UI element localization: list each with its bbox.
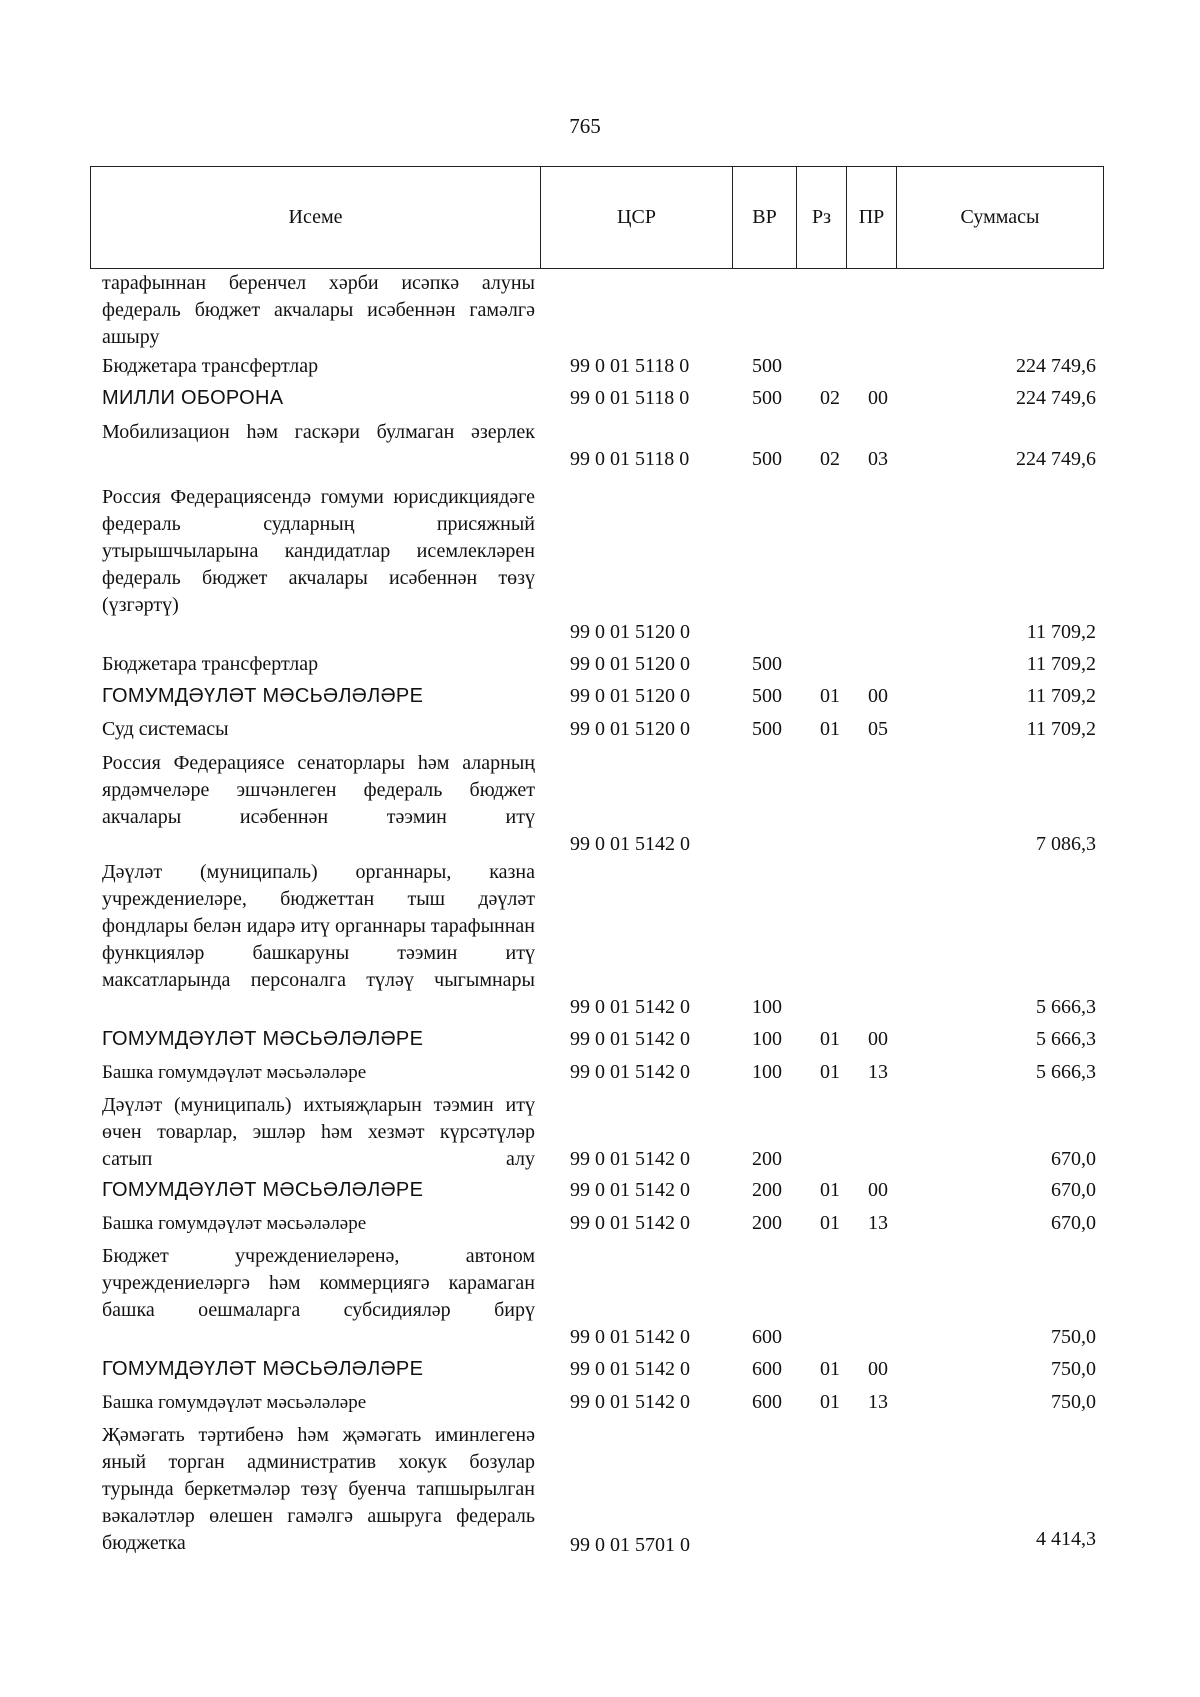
row-name: Дәүләт (муниципаль) ихтыяҗларын тәэмин итү өчен товарлар, эшләр һәм хезмәт күрсәтүләр сатып алу <box>102 1094 535 1170</box>
row-name: тарафыннан беренчел хәрби исәпкә алуны федераль бюджет акчалары исәбеннән гамәлгә ашыру <box>102 272 535 348</box>
row-vr: 500 <box>752 448 782 470</box>
row-sum: 750,0 <box>1051 1326 1096 1348</box>
row-name: ГОМУМДӘҮЛӘТ МӘСЬӘЛӘЛӘРЕ <box>102 1179 424 1201</box>
row-pr: 00 <box>868 1028 888 1050</box>
header-pr: ПР <box>847 167 897 269</box>
row-sum: 224 749,6 <box>1016 387 1096 409</box>
row-name: Башка гомумдәүләт мәсьәләләре <box>102 1062 367 1083</box>
row-sum: 224 749,6 <box>1016 355 1096 377</box>
row-sum: 11 709,2 <box>1026 653 1096 675</box>
row-csr: 99 0 01 5142 0 <box>570 1028 690 1050</box>
row-name: Россия Федерациясе сенаторлары һәм аларның ярдәмчеләре эшчәнлеген федераль бюджет акчалары исәбеннән тәэмин итү <box>102 752 535 828</box>
row-pr: 05 <box>868 718 888 740</box>
row-name: Җәмәгать тәртибенә һәм җәмәгать иминлегенә яный торган административ хокук бозулар турында беркетмәләр төзү буенча тапшырылган вәкаләтләр өлешен гамәлгә ашыруга федераль бюджетка <box>102 1424 535 1554</box>
row-vr: 500 <box>752 718 782 740</box>
row-rz: 01 <box>820 718 840 740</box>
row-csr: 99 0 01 5142 0 <box>570 833 690 855</box>
row-csr: 99 0 01 5142 0 <box>570 1179 690 1201</box>
row-name: Россия Федерациясендә гомуми юрисдикциядәге федераль судларның присяжный утырышчыларына кандидатлар исемлекләрен федераль бюджет акчалары исәбеннән төзү (үзгәртү) <box>102 486 535 616</box>
row-vr: 600 <box>752 1326 782 1348</box>
row-sum: 750,0 <box>1051 1358 1096 1380</box>
row-csr: 99 0 01 5142 0 <box>570 1212 690 1234</box>
row-csr: 99 0 01 5142 0 <box>570 1326 690 1348</box>
row-name: Суд системасы <box>102 718 229 740</box>
row-sum: 7 086,3 <box>1036 833 1096 855</box>
row-pr: 00 <box>868 1179 888 1201</box>
row-csr: 99 0 01 5120 0 <box>570 718 690 740</box>
row-rz: 01 <box>820 1061 840 1083</box>
row-sum: 5 666,3 <box>1036 1061 1096 1083</box>
row-vr: 500 <box>752 355 782 377</box>
row-rz: 01 <box>820 685 840 707</box>
row-vr: 100 <box>752 1028 782 1050</box>
row-vr: 600 <box>752 1358 782 1380</box>
row-rz: 02 <box>820 387 840 409</box>
row-csr: 99 0 01 5120 0 <box>570 653 690 675</box>
row-name: Дәүләт (муниципаль) органнары, казна учреждениеләре, бюджеттан тыш дәүләт фондлары белән идарә итү органнары тарафыннан функцияләр башкаруны тәэмин итү максатларында персоналга түләү чыгымнары <box>102 861 535 991</box>
row-rz: 01 <box>820 1391 840 1413</box>
row-pr: 03 <box>868 448 888 470</box>
header-sum: Суммасы <box>897 167 1104 269</box>
row-name: Бюджетара трансфертлар <box>102 653 319 675</box>
row-name: ГОМУМДӘҮЛӘТ МӘСЬӘЛӘЛӘРЕ <box>102 1358 424 1380</box>
page-number: 765 <box>569 114 601 138</box>
header-vr: ВР <box>733 167 797 269</box>
row-csr: 99 0 01 5118 0 <box>570 448 690 470</box>
row-csr: 99 0 01 5142 0 <box>570 1148 690 1170</box>
row-sum: 11 709,2 <box>1026 718 1096 740</box>
row-rz: 01 <box>820 1028 840 1050</box>
row-csr: 99 0 01 5120 0 <box>570 685 690 707</box>
row-sum: 5 666,3 <box>1036 996 1096 1018</box>
row-name: ГОМУМДӘҮЛӘТ МӘСЬӘЛӘЛӘРЕ <box>102 1028 424 1050</box>
row-vr: 500 <box>752 685 782 707</box>
row-vr: 200 <box>752 1148 782 1170</box>
row-vr: 200 <box>752 1212 782 1234</box>
row-name: ГОМУМДӘҮЛӘТ МӘСЬӘЛӘЛӘРЕ <box>102 685 424 707</box>
row-sum: 11 709,2 <box>1026 621 1096 643</box>
row-name: Башка гомумдәүләт мәсьәләләре <box>102 1392 367 1413</box>
header-csr: ЦСР <box>541 167 733 269</box>
row-pr: 00 <box>868 1358 888 1380</box>
row-vr: 200 <box>752 1179 782 1201</box>
row-pr: 00 <box>868 387 888 409</box>
row-csr: 99 0 01 5120 0 <box>570 621 690 643</box>
row-rz: 01 <box>820 1212 840 1234</box>
row-csr: 99 0 01 5142 0 <box>570 996 690 1018</box>
row-vr: 500 <box>752 653 782 675</box>
row-sum: 670,0 <box>1051 1148 1096 1170</box>
row-csr: 99 0 01 5701 0 <box>570 1534 690 1556</box>
row-sum: 224 749,6 <box>1016 448 1096 470</box>
row-vr: 500 <box>752 387 782 409</box>
row-csr: 99 0 01 5118 0 <box>570 355 690 377</box>
row-rz: 01 <box>820 1358 840 1380</box>
row-name: Бюджетара трансфертлар <box>102 355 319 377</box>
row-csr: 99 0 01 5118 0 <box>570 387 690 409</box>
row-sum: 4 414,3 <box>1036 1528 1096 1550</box>
header-rz: Рз <box>797 167 847 269</box>
row-sum: 11 709,2 <box>1026 685 1096 707</box>
row-pr: 13 <box>868 1212 888 1234</box>
row-sum: 750,0 <box>1051 1391 1096 1413</box>
row-sum: 670,0 <box>1051 1212 1096 1234</box>
row-vr: 600 <box>752 1391 782 1413</box>
row-name: МИЛЛИ ОБОРОНА <box>102 387 284 409</box>
row-csr: 99 0 01 5142 0 <box>570 1061 690 1083</box>
row-name: Башка гомумдәүләт мәсьәләләре <box>102 1213 367 1234</box>
row-sum: 5 666,3 <box>1036 1028 1096 1050</box>
row-vr: 100 <box>752 1061 782 1083</box>
row-rz: 02 <box>820 448 840 470</box>
row-csr: 99 0 01 5142 0 <box>570 1391 690 1413</box>
row-pr: 00 <box>868 685 888 707</box>
header-name: Исеме <box>91 167 541 269</box>
row-rz: 01 <box>820 1179 840 1201</box>
row-pr: 13 <box>868 1391 888 1413</box>
row-sum: 670,0 <box>1051 1179 1096 1201</box>
row-name: Бюджет учреждениеләренә, автоном учреждениеләргә һәм коммерциягә карамаган башка оешмаларга субсидияләр бирү <box>102 1245 535 1321</box>
row-name: Мобилизацион һәм гаскәри булмаган әзерлек <box>102 421 535 443</box>
row-vr: 100 <box>752 996 782 1018</box>
row-csr: 99 0 01 5142 0 <box>570 1358 690 1380</box>
row-pr: 13 <box>868 1061 888 1083</box>
